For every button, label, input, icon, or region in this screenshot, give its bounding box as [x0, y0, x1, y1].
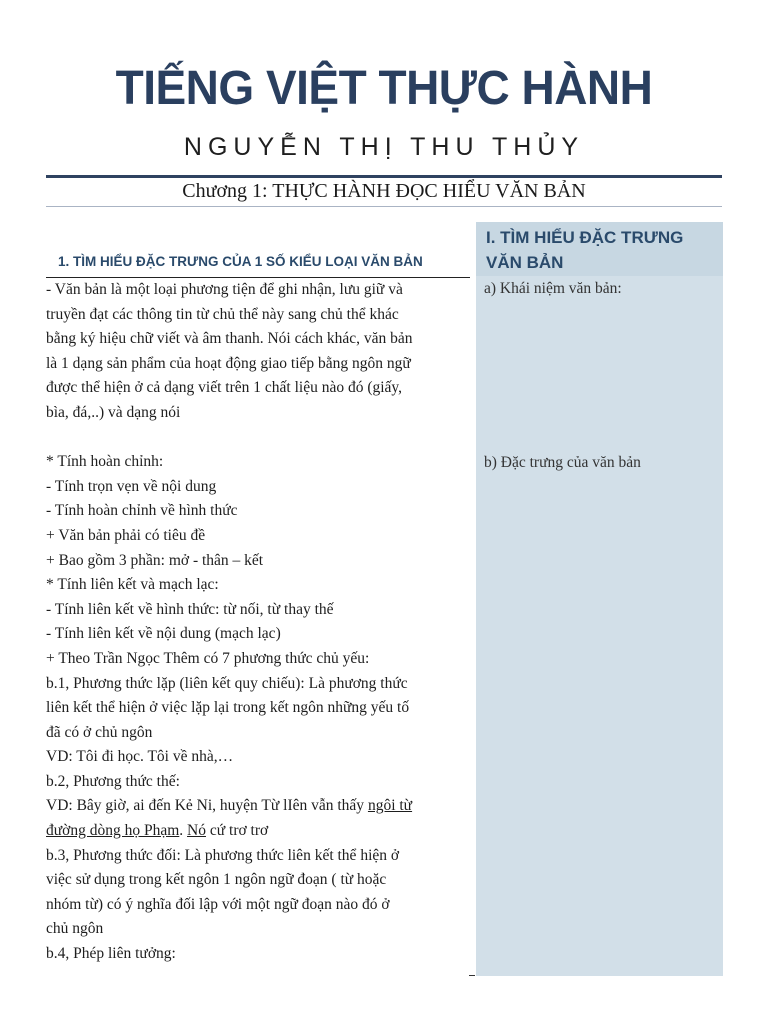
text-line: được thể hiện ở cả dạng viết trên 1 chất liệu nào đó (giấy,: [46, 379, 403, 397]
example-suffix: cứ trơ trơ: [205, 822, 269, 840]
underlined-text: Nó: [187, 822, 206, 840]
text-line: * Tính liên kết và mạch lạc:: [46, 576, 219, 594]
margin-mark: [469, 975, 475, 976]
text-line: b.3, Phương thức đối: Là phương thức liên kết thể hiện ở: [46, 846, 400, 864]
sidebar-heading-box: [476, 222, 723, 276]
text-line: - Tính hoàn chỉnh về hình thức: [46, 502, 238, 520]
author-name: NGUYỄN THỊ THU THỦY: [183, 133, 585, 161]
text-line: - Tính trọn vẹn về nội dung: [46, 477, 217, 495]
text-line: - Văn bản là một loại phương tiện để ghi nhận, lưu giữ và: [46, 281, 403, 298]
sidebar-heading: I. TÌM HIỂU ĐẶC TRƯNG VĂN BẢN: [486, 228, 684, 272]
text-line: + Theo Trần Ngọc Thêm có 7 phương thức chủ yếu:: [46, 649, 370, 667]
text-line: truyền đạt các thông tin từ chủ thể này sang chủ thể khác: [46, 305, 399, 323]
main-column: [46, 278, 470, 967]
text-line: việc sử dụng trong kết ngôn 1 ngôn ngữ đoạn ( từ hoặc: [46, 871, 387, 889]
example-prefix: VD: Bây giờ, ai đến Kẻ Ni, huyện Từ lIên vẫn thấy: [46, 797, 368, 815]
sidebar-item-features: b) Đặc trưng của văn bản: [484, 454, 641, 471]
text-line: b.2, Phương thức thế:: [46, 772, 180, 790]
text-line: - Tính liên kết về hình thức: từ nối, từ thay thế: [46, 600, 334, 618]
text-line: b.1, Phương thức lặp (liên kết quy chiếu): Là phương thức: [46, 674, 408, 692]
example-line: [46, 794, 470, 819]
text-line: VD: Tôi đi học. Tôi về nhà,…: [46, 748, 234, 766]
text-line: nhóm từ) có ý nghĩa đối lập với một ngữ đoạn nào đó ở: [46, 895, 390, 913]
title-divider: [46, 175, 722, 178]
chapter-title: Chương 1: THỰC HÀNH ĐỌC HIỂU VĂN BẢN: [182, 180, 586, 202]
sidebar: [476, 222, 723, 976]
underlined-text: đường dòng họ Phạm: [46, 822, 180, 840]
document-title: TIẾNG VIỆT THỰC HÀNH: [115, 59, 653, 115]
text-line: bìa, đá,..) và dạng nói: [46, 403, 181, 421]
example-line: [46, 819, 470, 844]
sidebar-item-concept: a) Khái niệm văn bản:: [484, 280, 622, 297]
text-line: đã có ở chủ ngôn: [46, 723, 153, 741]
text-line: chủ ngôn: [46, 920, 104, 938]
chapter-divider: [46, 206, 722, 207]
text-line: b.4, Phép liên tưởng:: [46, 945, 176, 963]
text-line: - Tính liên kết về nội dung (mạch lạc): [46, 625, 281, 643]
text-line: + Văn bản phải có tiêu đề: [46, 526, 206, 544]
text-line: * Tính hoàn chỉnh:: [46, 453, 164, 471]
section-heading: 1. TÌM HIỂU ĐẶC TRƯNG CỦA 1 SỐ KIỂU LOẠI VĂN BẢN: [58, 254, 423, 269]
underlined-text: ngôi từ: [367, 797, 413, 815]
text-line: là 1 dạng sản phẩm của hoạt động giao tiếp bằng ngôn ngữ: [46, 354, 411, 372]
text-line: bằng ký hiệu chữ viết và âm thanh. Nói cách khác, văn bản: [46, 330, 413, 348]
example-text: .: [179, 822, 188, 840]
blank-line: [46, 426, 470, 451]
text-line: + Bao gồm 3 phần: mở - thân – kết: [46, 551, 264, 569]
text-line: liên kết thể hiện ở việc lặp lại trong kết ngôn những yếu tố: [46, 699, 410, 717]
